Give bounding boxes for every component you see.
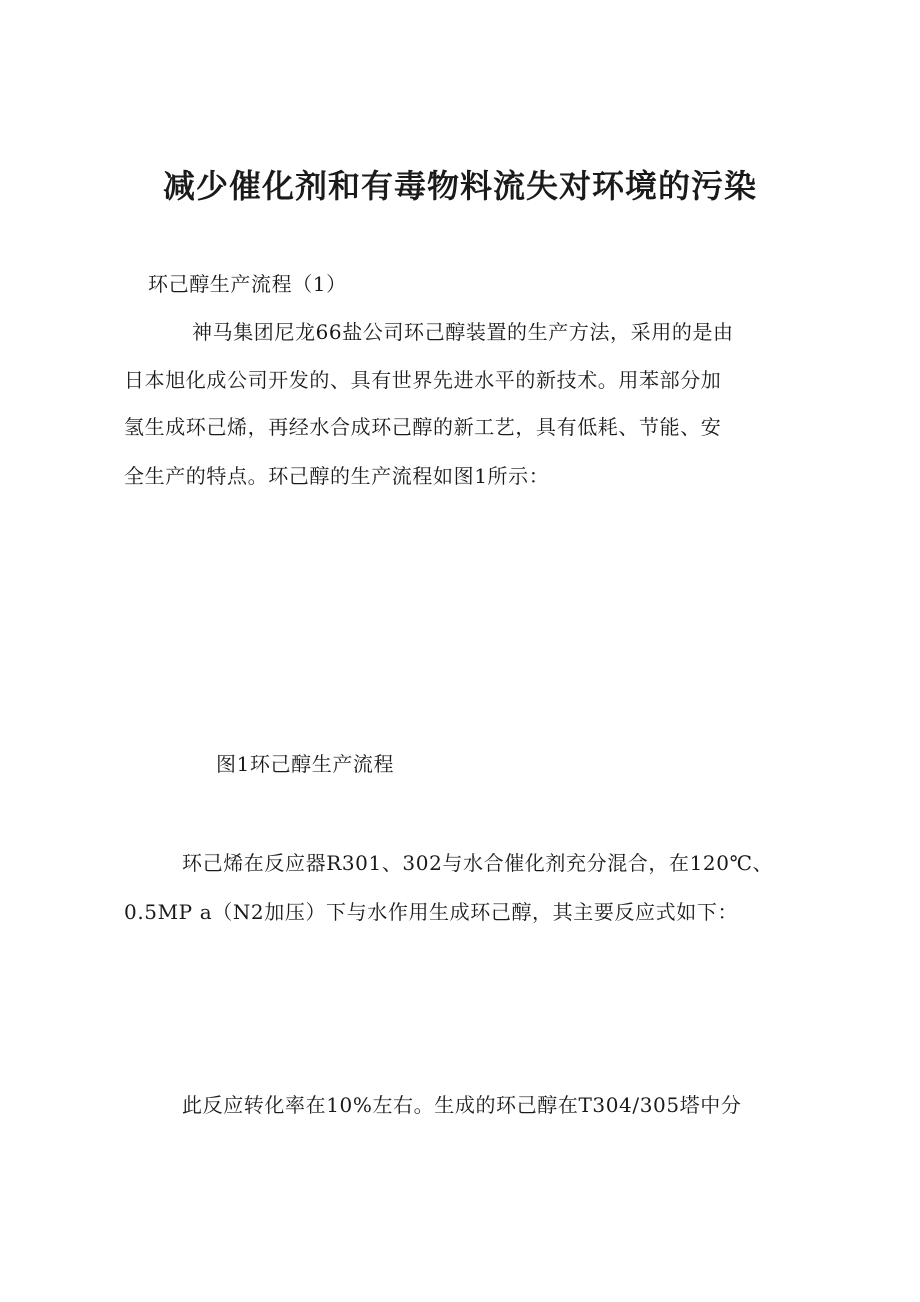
paragraph-1-line-2: 日本旭化成公司开发的、具有世界先进水平的新技术。用苯部分加 bbox=[124, 368, 722, 392]
paragraph-1-line-1: 神马集团尼龙66盐公司环己醇装置的生产方法，采用的是由 bbox=[192, 320, 734, 344]
paragraph-2-line-2: 0.5MP a（N2加压）下与水作用生成环己醇，其主要反应式如下： bbox=[124, 900, 739, 924]
paragraph-1-line-4: 全生产的特点。环己醇的生产流程如图1所示： bbox=[124, 464, 550, 488]
section-heading: 环己醇生产流程（1） bbox=[148, 272, 347, 296]
figure-caption: 图1环己醇生产流程 bbox=[216, 752, 395, 776]
paragraph-3-line-1: 此反应转化率在10%左右。生成的环己醇在T304/305塔中分 bbox=[182, 1093, 742, 1117]
paragraph-2-line-1: 环己烯在反应器R301、302与水合催化剂充分混合，在120℃、 bbox=[182, 851, 774, 875]
paragraph-1-line-3: 氢生成环己烯，再经水合成环己醇的新工艺，具有低耗、节能、安 bbox=[124, 415, 722, 439]
document-title: 减少催化剂和有毒物料流失对环境的污染 bbox=[162, 167, 757, 205]
